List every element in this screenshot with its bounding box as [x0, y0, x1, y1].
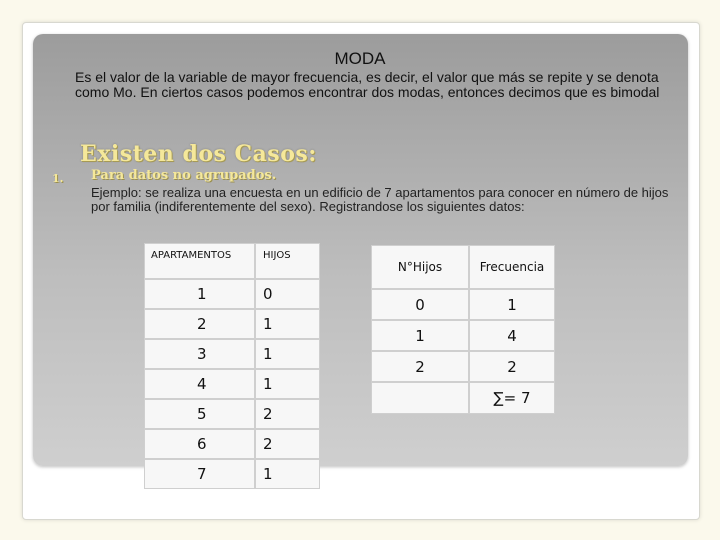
table-row — [144, 339, 320, 369]
table-row — [144, 279, 320, 309]
table-cell: 7 — [144, 459, 255, 489]
table-cell: 1 — [255, 459, 320, 489]
table-cell: 1 — [469, 289, 555, 320]
table-row — [144, 429, 320, 459]
table-cell: 5 — [144, 399, 255, 429]
table-cell-empty — [371, 382, 469, 414]
table-row — [144, 459, 320, 489]
table-cell: 1 — [255, 309, 320, 339]
table-row — [144, 369, 320, 399]
table-cell: 2 — [469, 351, 555, 382]
table-row — [371, 351, 555, 382]
column-header-apartamentos: APARTAMENTOS — [144, 243, 255, 279]
table-cell: 3 — [144, 339, 255, 369]
table-row — [144, 309, 320, 339]
table-row — [371, 320, 555, 351]
frequency-table — [371, 245, 555, 414]
table-header-row — [371, 245, 555, 289]
list-number: 1. — [52, 172, 64, 185]
table-cell: 4 — [144, 369, 255, 399]
table-cell: 2 — [371, 351, 469, 382]
table-row — [371, 289, 555, 320]
table-cell: 0 — [371, 289, 469, 320]
column-header-num-hijos: N°Hijos — [371, 245, 469, 289]
cases-heading: Existen dos Casos: — [80, 141, 317, 167]
table-cell: 1 — [255, 339, 320, 369]
table-cell: 6 — [144, 429, 255, 459]
table-cell: 2 — [255, 399, 320, 429]
table-cell: 1 — [144, 279, 255, 309]
table-total-row — [371, 382, 555, 414]
frequency-total: ∑= 7 — [469, 382, 555, 414]
table-cell: 1 — [255, 369, 320, 399]
apartments-table — [144, 243, 320, 489]
example-text: Ejemplo: se realiza una encuesta en un edificio de 7 apartamentos para conocer en número de hijos por familia (indiferentemente del sexo). Registrandose los siguientes datos: — [91, 185, 669, 214]
ungrouped-subheading: Para datos no agrupados. — [91, 168, 277, 183]
table-cell: 4 — [469, 320, 555, 351]
table-header-row — [144, 243, 320, 279]
table-cell: 0 — [255, 279, 320, 309]
column-header-hijos: HIJOS — [255, 243, 320, 279]
slide-title: MODA — [334, 49, 386, 68]
table-row — [144, 399, 320, 429]
column-header-frecuencia: Frecuencia — [469, 245, 555, 289]
table-cell: 2 — [255, 429, 320, 459]
table-cell: 1 — [371, 320, 469, 351]
table-cell: 2 — [144, 309, 255, 339]
definition-text: Es el valor de la variable de mayor frecuencia, es decir, el valor que más se repite y se denota como Mo. En ciertos casos podemos encontrar dos modas, entonces decimos que es bimodal — [75, 69, 660, 100]
